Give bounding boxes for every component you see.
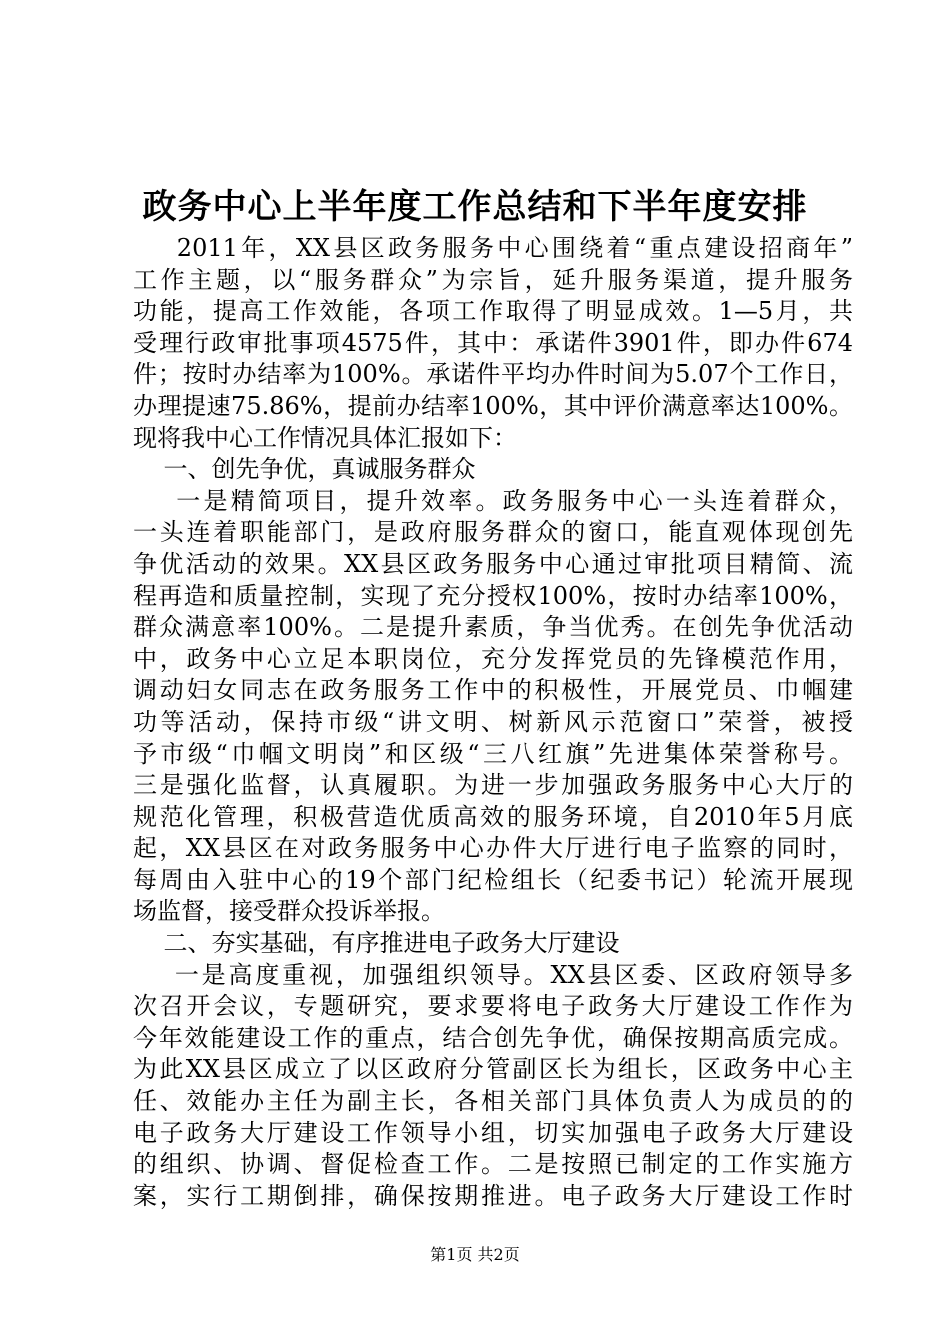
text-line: 案，实行工期倒排，确保按期推进。电子政务大厅建设工作时 <box>133 1181 853 1210</box>
text-line: 程再造和质量控制，实现了充分授权100%，按时办结率100%， <box>133 581 853 610</box>
text-line: 一是精简项目，提升效率。政务服务中心一头连着群众， <box>133 486 853 515</box>
text-line: 受理行政审批事项4575件，其中：承诺件3901件，即办件674 <box>133 328 853 357</box>
text-line: 起，XX县区在对政务服务中心办件大厅进行电子监察的同时， <box>133 834 853 863</box>
text-line: 一、创先争优，真诚服务群众 <box>133 455 476 484</box>
text-line: 办理提速75.86%，提前办结率100%，其中评价满意率达100%。 <box>133 391 853 420</box>
text-line: 电子政务大厅建设工作领导小组，切实加强电子政务大厅建设 <box>133 1118 853 1147</box>
text-line: 为此XX县区成立了以区政府分管副区长为组长，区政务中心主 <box>133 1055 853 1084</box>
text-line: 争优活动的效果。XX县区政务服务中心通过审批项目精简、流 <box>133 549 853 578</box>
text-line: 二、夯实基础，有序推进电子政务大厅建设 <box>133 929 620 958</box>
text-line: 中，政务中心立足本职岗位，充分发挥党员的先锋模范作用， <box>133 644 853 673</box>
text-line: 工作主题，以“服务群众”为宗旨，延升服务渠道，提升服务 <box>133 265 853 294</box>
text-line: 予市级“巾帼文明岗”和区级“三八红旗”先进集体荣誉称号。 <box>133 739 853 768</box>
text-line: 三是强化监督，认真履职。为进一步加强政务服务中心大厅的 <box>133 771 853 800</box>
text-line: 群众满意率100%。二是提升素质，争当优秀。在创先争优活动 <box>133 613 853 642</box>
text-line: 2011年，XX县区政务服务中心围绕着“重点建设招商年” <box>133 234 853 262</box>
text-line: 一头连着职能部门，是政府服务群众的窗口，能直观体现创先 <box>133 518 853 547</box>
page-number: 第1页 共2页 <box>430 1245 520 1264</box>
text-line: 现将我中心工作情况具体汇报如下： <box>133 423 517 452</box>
text-line: 一是高度重视，加强组织领导。XX县区委、区政府领导多 <box>133 960 853 989</box>
text-line: 调动妇女同志在政务服务工作中的积极性，开展党员、巾帼建 <box>133 676 853 705</box>
text-line: 规范化管理，积极营造优质高效的服务环境，自2010年5月底 <box>133 802 853 831</box>
text-line: 每周由入驻中心的19个部门纪检组长（纪委书记）轮流开展现 <box>133 865 853 894</box>
document-body <box>133 233 853 1212</box>
text-line: 今年效能建设工作的重点，结合创先争优，确保按期高质完成。 <box>133 1023 853 1052</box>
document-title: 政务中心上半年度工作总结和下半年度安排 <box>142 187 808 227</box>
text-line: 件；按时办结率为100%。承诺件平均办件时间为5.07个工作日， <box>133 360 853 389</box>
text-line: 功能，提高工作效能，各项工作取得了明显成效。1—5月，共 <box>133 297 853 326</box>
text-line: 任、效能办主任为副主长，各相关部门具体负责人为成员的的 <box>133 1087 853 1116</box>
text-line: 场监督，接受群众投诉举报。 <box>133 897 445 926</box>
text-line: 次召开会议，专题研究，要求要将电子政务大厅建设工作作为 <box>133 992 853 1021</box>
text-line: 功等活动，保持市级“讲文明、树新风示范窗口”荣誉，被授 <box>133 707 853 736</box>
text-line: 的组织、协调、督促检查工作。二是按照已制定的工作实施方 <box>133 1150 853 1179</box>
